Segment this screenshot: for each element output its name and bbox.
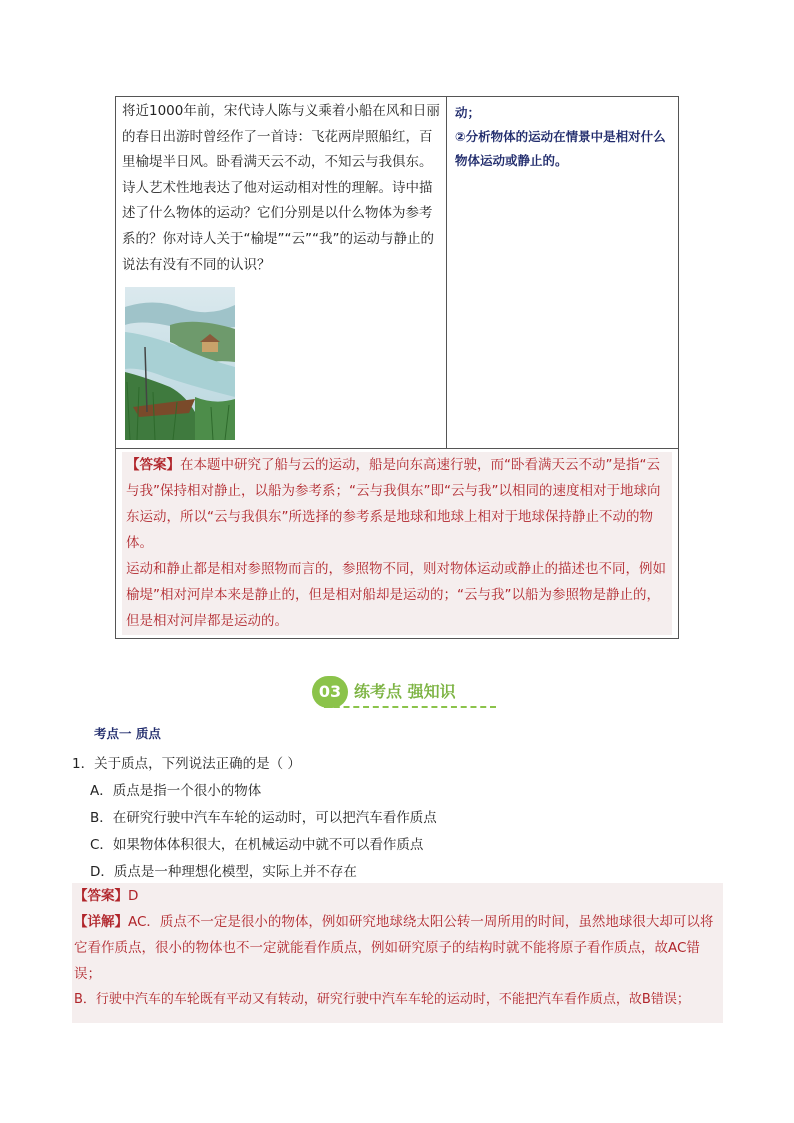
detail-ac — [72, 909, 723, 987]
option-b: B．在研究行驶中汽车车轮的运动时，可以把汽车看作质点 — [90, 810, 437, 826]
answer-paragraph-2: 运动和静止都是相对参照物而言的，参照物不同，则对物体运动或静止的描述也不同，例如榆堤”相对河岸本来是静止的，但是相对船却是运动的；“云与我”以船为参照物是静止的，但是相对河岸都是运动的。 — [126, 561, 666, 629]
answer-tag: 【答案】 — [126, 457, 180, 473]
analysis-line-2: ②分析物体的运动在情景中是相对什么物体运动或静止的。 — [455, 129, 666, 168]
table-row-divider — [116, 448, 678, 449]
answer-text-1: 在本题中研究了船与云的运动，船是向东高速行驶，而“卧看满天云不动”是指“云与我”保持相对静止，以船为参考系；“云与我俱东”即“云与我”以相同的速度相对于地球向东运动，所以“云与我俱东”所选择的参考系是地球和地球上相对于地球保持静止不动的物体。 — [126, 457, 661, 551]
option-c: C．如果物体体积很大，在机械运动中就不可以看作质点 — [90, 837, 424, 853]
question-text: 将近1000年前，宋代诗人陈与义乘着小船在风和日丽的春日出游时曾经作了一首诗：飞花两岸照船红，百里榆堤半日风。卧看满天云不动，不知云与我俱东。诗人艺术性地表达了他对运动相对性的理解。诗中描述了什么物体的运动？它们分别是以什么物体为参考系的？你对诗人关于“榆堤”“云”“我”的运动与静止的说法有没有不同的认识？ — [122, 103, 440, 273]
detail-b: B．行驶中汽车的车轮既有平动又有转动，研究行驶中汽车车轮的运动时，不能把汽车看作质点，故B错误； — [74, 992, 690, 1007]
answer-box — [122, 452, 672, 635]
solution-box — [72, 883, 723, 1023]
option-d: D．质点是一种理想化模型，实际上并不存在 — [90, 864, 357, 880]
section-underline — [324, 706, 496, 708]
answer-line — [72, 883, 723, 909]
analysis-cell — [447, 97, 678, 448]
topic-heading: 考点一 质点 — [94, 726, 161, 741]
answer-value: D — [128, 888, 139, 904]
section-number-badge: 03 — [312, 676, 348, 708]
detail-tag: 【详解】 — [74, 914, 128, 930]
answer-tag-q1: 【答案】 — [74, 888, 128, 904]
analysis-line-1: 动； — [455, 105, 481, 120]
question-stem: 1．关于质点，下列说法正确的是（ ） — [72, 756, 301, 772]
option-a: A．质点是指一个很小的物体 — [90, 783, 262, 799]
detail-ac-text: AC．质点不一定是很小的物体，例如研究地球绕太阳公转一周所用的时间，虽然地球很大却可以将它看作质点，很小的物体也不一定就能看作质点，例如研究原子的结构时就不能将原子看作质点，故AC错误； — [74, 914, 714, 982]
answer-paragraph-1 — [126, 452, 668, 556]
section-title: 练考点 强知识 — [354, 682, 456, 701]
river-boat-illustration — [125, 287, 235, 440]
